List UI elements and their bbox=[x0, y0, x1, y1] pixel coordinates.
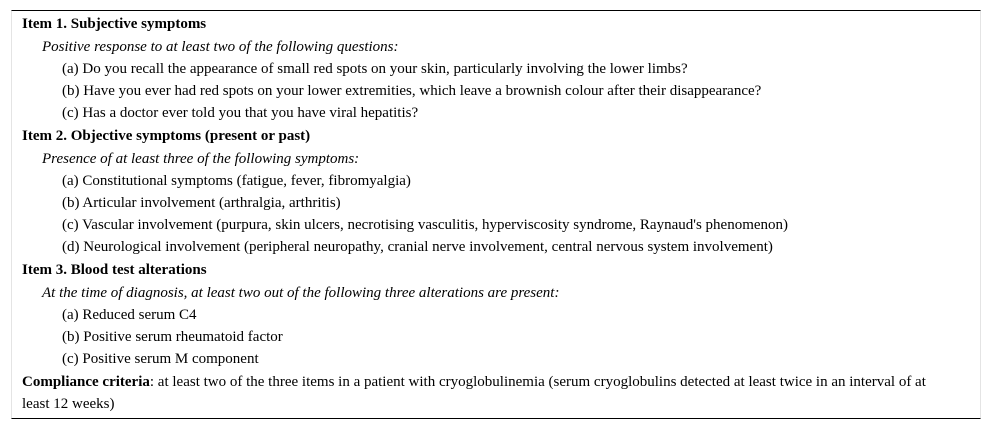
item2-entry-a: (a) Constitutional symptoms (fatigue, fever, fibromyalgia) bbox=[62, 173, 411, 189]
compliance-text: : at least two of the three items in a patient with cryoglobulinemia (serum cryoglobulins detected at least twice in an interval of at least 12 weeks) bbox=[22, 374, 926, 412]
item3-entry-c: (c) Positive serum M component bbox=[62, 351, 259, 367]
item1-entry-b: (b) Have you ever had red spots on your lower extremities, which leave a brownish colour after their disappearance? bbox=[62, 83, 762, 99]
item1-intro: Positive response to at least two of the following questions: bbox=[42, 39, 399, 55]
item2-intro: Presence of at least three of the following symptoms: bbox=[42, 151, 360, 167]
item2-entry-b: (b) Articular involvement (arthralgia, arthritis) bbox=[62, 195, 341, 211]
item2-heading: Item 2. Objective symptoms (present or past) bbox=[22, 128, 311, 144]
item3-entry-a: (a) Reduced serum C4 bbox=[62, 307, 197, 323]
item2-entry-d: (d) Neurological involvement (peripheral neuropathy, cranial nerve involvement, central nervous system involvement) bbox=[62, 239, 773, 255]
item3-entry-b: (b) Positive serum rheumatoid factor bbox=[62, 329, 283, 345]
item1-entry-a: (a) Do you recall the appearance of small red spots on your skin, particularly involving the lower limbs? bbox=[62, 61, 688, 77]
item2-entry-c: (c) Vascular involvement (purpura, skin ulcers, necrotising vasculitis, hyperviscosity syndrome, Raynaud's phenomenon) bbox=[62, 217, 789, 233]
item3-intro: At the time of diagnosis, at least two out of the following three alterations are present: bbox=[42, 285, 560, 301]
compliance-label: Compliance criteria bbox=[22, 374, 150, 390]
compliance-criteria bbox=[22, 371, 950, 415]
item1-heading: Item 1. Subjective symptoms bbox=[22, 16, 207, 32]
criteria-table bbox=[11, 10, 981, 419]
item3-heading: Item 3. Blood test alterations bbox=[22, 262, 207, 278]
item1-entry-c: (c) Has a doctor ever told you that you have viral hepatitis? bbox=[62, 105, 419, 121]
